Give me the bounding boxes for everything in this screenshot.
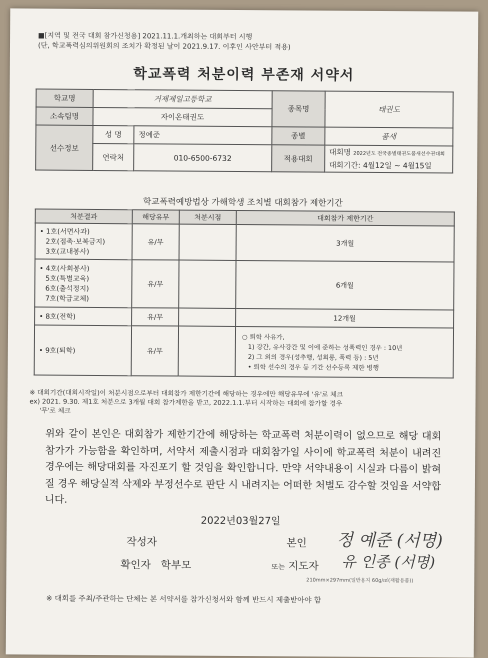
row-2-item: 7호(학급교체) xyxy=(45,294,89,303)
confirm-coach-group xyxy=(271,558,318,573)
school-value: 거제제일고등학교 xyxy=(93,89,272,108)
row-3-mark-text: 유/무 xyxy=(147,312,164,321)
school-label: 학교명 xyxy=(36,89,93,107)
row-1-item: 2호(접촉·보복금지) xyxy=(45,237,106,246)
confirm-signature: 유 인종 (서명) xyxy=(341,552,436,572)
event-label: 종목명 xyxy=(272,91,325,127)
confirm-parent: 학부모 xyxy=(160,559,192,572)
row-3-period: 12개월 xyxy=(236,308,454,328)
kind-label: 종별 xyxy=(272,127,325,145)
row-4-period-line: 1) 강간, 유사강간 및 이에 준하는 성폭력인 경우 : 10년 xyxy=(247,342,403,352)
section-title: 학교폭력예방법상 가해학생 조치별 대회참가 제한기간 xyxy=(143,197,343,209)
contact-label: 연락처 xyxy=(93,143,134,170)
paper-spec: 210mm×297mm(일반용지 60g/㎡(재활용품)) xyxy=(306,577,414,585)
row-4-mark xyxy=(131,326,178,376)
row-2-item: 5호(특별교육) xyxy=(45,274,90,283)
writer-signature: 정 예준 (서명) xyxy=(336,530,443,552)
team-value: 자이온태권도 xyxy=(93,107,272,126)
confirm-or: 또는 xyxy=(271,563,285,572)
row-3-mark xyxy=(132,308,179,326)
name-label: 성 명 xyxy=(93,125,134,143)
row-2-item: • 4호(사회봉사) xyxy=(39,264,90,273)
info-table xyxy=(35,89,454,174)
row-3-items xyxy=(35,307,132,326)
meet-period-label: 대회기간 xyxy=(329,160,359,170)
row-2-mark xyxy=(132,260,179,308)
row-2-time xyxy=(179,260,236,308)
header-time: 처분시점 xyxy=(179,210,236,224)
row-2-items xyxy=(35,259,132,308)
confirm-coach: 지도자 xyxy=(288,560,319,573)
pledge-document xyxy=(6,8,478,657)
row-1-period: 3개월 xyxy=(236,224,454,262)
pledge-paragraph: 위와 같이 본인은 대회참가 제한기간에 해당하는 학교폭력 처분이력이 없으므로 해당 대회 참가가 가능함을 확인하며, 서약서 제출시점과 대회참가일 사이에 학교폭력 처분이 내려진 경우에는 해당대회를 자진포기 할 것임을 확인합니다. 만약 서약내용이 시실과 다름이 밝혀질 경우 해당실적 삭제와 부정선수로 판단 시 내려지는 어떠한 처벌도 감수할 것임을 서약합니다. xyxy=(44,428,442,506)
row-1-mark xyxy=(132,224,179,260)
row-3-item: • 8호(전학) xyxy=(39,312,76,321)
row-2-mark-text: 유/무 xyxy=(147,279,164,288)
row-3-time xyxy=(179,308,236,326)
confirm-label: 확인자 xyxy=(120,559,151,572)
row-4-items xyxy=(34,325,131,376)
writer-self-label: 본인 xyxy=(286,537,307,550)
event-value: 태권도 xyxy=(325,91,453,128)
row-1-items xyxy=(35,223,132,260)
note-line-2: ex) 2021. 9.30. 제1호 처분으로 3개월 대회 참가제한을 받고, 2022.1.1.부터 시작하는 대회에 참가할 경우 xyxy=(29,397,343,408)
row-2-period: 6개월 xyxy=(236,260,454,310)
writer-label: 작성자 xyxy=(126,536,158,549)
meet-label: 적용대회 xyxy=(272,145,325,172)
meet-name-label: 대회명 xyxy=(329,147,351,157)
row-4-time xyxy=(178,326,235,376)
notice xyxy=(38,31,458,54)
confirm-label-group xyxy=(120,557,191,572)
meet-period-value: 4월12일 ~ 4월15일 xyxy=(362,160,432,171)
note xyxy=(29,389,459,419)
note-line-3: '무'로 체크 xyxy=(39,406,71,415)
row-4-period-line: • 퇴학 선수의 경우 등 기간 선수등록 제한 병행 xyxy=(247,362,379,372)
row-4-period-line: ○ 퇴학 사유가, xyxy=(241,332,285,341)
bottom-note: ※ 대회를 주최/주관하는 단체는 본 서약서를 참가신청서와 함께 반드시 제출받아야 함 xyxy=(46,593,322,605)
kind-value: 품새 xyxy=(325,127,453,146)
row-4-period xyxy=(235,326,453,378)
notice-line-2: (단, 학교폭력심의위원회의 조치가 확정된 날이 2021.9.17. 이후인 사안부터 적용) xyxy=(37,41,291,52)
row-4-mark-text: 유/무 xyxy=(146,346,163,355)
name-value: 정예준 xyxy=(134,126,272,145)
player-label: 선수정보 xyxy=(36,125,93,170)
meet-name-value: 2022년도 전국종별태권도품새선수권대회 xyxy=(353,150,445,158)
row-4-period-line: 2) 그 외의 경우(성추행, 성희롱, 폭력 등) : 5년 xyxy=(247,352,379,362)
row-2-item: 6호(출석정지) xyxy=(45,284,90,293)
row-1-item: • 1호(서면사과) xyxy=(39,227,90,236)
pledge-date: 2022년03월27일 xyxy=(200,515,281,528)
team-label: 소속팀명 xyxy=(36,107,93,125)
notice-line-1: ■[지역 및 전국 대회 참가신청용] 2021.11.1.개최하는 대회부터 시행 xyxy=(38,31,253,42)
header-mark: 해당유무 xyxy=(132,210,179,224)
document-title: 학교폭력 처분이력 부존재 서약서 xyxy=(133,66,355,84)
contact-value: 010-6500-6732 xyxy=(134,144,272,172)
row-1-time xyxy=(179,224,236,260)
note-line-1: ※ 대회기간(대회시작일)이 처분시점으로부터 대회참가 제한기간에 해당하는 경우에만 해당유무에 '유'로 체크 xyxy=(29,388,344,399)
row-4-item: • 9호(퇴학) xyxy=(38,346,76,355)
row-1-item: 3호(교내봉사) xyxy=(45,247,90,256)
schedule-table xyxy=(34,209,455,379)
header-result: 처분결과 xyxy=(35,209,132,224)
header-period: 대회참가 제한기간 xyxy=(236,210,454,226)
meet-info: 대회명 2022년도 전국종별태권도품새선수권대회 대회기간: 4월12일 ~ 4월15일 xyxy=(325,145,453,173)
row-1-mark-text: 유/무 xyxy=(147,237,164,246)
